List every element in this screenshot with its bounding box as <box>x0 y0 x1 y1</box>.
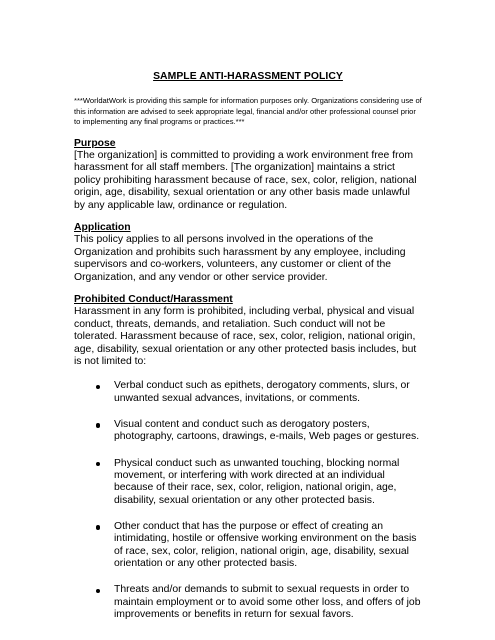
section-body-prohibited-conduct: Harassment in any form is prohibited, including verbal, physical and visual conduct, threats, demands, and retaliation. Such conduct will not be tolerated. Harassment because of race, sex, color, religion, national origin, age, disability, sexual orientation or any other protected basis includes, but is not limited to: <box>74 306 417 367</box>
section-purpose <box>74 138 422 212</box>
disclaimer-text: ***WorldatWork is providing this sample for information purposes only. Organizations considering use of this information are advised to seek appropriate legal, financial and/or other professional counsel prior to implementing any final programs or practices.*** <box>74 96 422 126</box>
bullet-icon <box>96 525 100 529</box>
section-prohibited-conduct <box>74 294 422 622</box>
list-item <box>74 584 422 621</box>
section-body-application: This policy applies to all persons involved in the operations of the Organization and prohibits such harassment by any employee, including supervisors and co-workers, volunteers, any customer or client of the Organization, and any vendor or other service provider. <box>74 234 406 283</box>
document-title: SAMPLE ANTI-HARASSMENT POLICY <box>153 71 343 82</box>
list-item <box>74 458 422 508</box>
prohibited-conduct-list <box>74 380 422 621</box>
list-item-text: Other conduct that has the purpose or effect of creating an intimidating, hostile or offensive working environment on the basis of race, sex, color, religion, national origin, age, disability, sexual orientation or any other protected basis. <box>114 521 417 570</box>
list-item <box>74 419 422 444</box>
section-heading-prohibited-conduct: Prohibited Conduct/Harassment <box>74 293 233 305</box>
section-body-purpose: [The organization] is committed to providing a work environment free from harassment for all staff members. [The organization] maintains a strict policy prohibiting harassment because of race, sex, color, religion, national origin, age, disability, sexual orientation or any other basis made unlawful by any applicable law, ordinance or regulation. <box>74 149 417 211</box>
section-heading-purpose: Purpose <box>74 137 116 149</box>
bullet-icon <box>96 589 100 593</box>
bullet-icon <box>96 423 100 427</box>
bullet-icon <box>96 385 100 389</box>
list-item-text: Physical conduct such as unwanted touching, blocking normal movement, or interfering with work directed at an individual because of their race, sex, color, religion, national origin, age, disability, sexual orientation or any other protected basis. <box>114 457 400 506</box>
bullet-icon <box>96 462 100 466</box>
list-item-text: Verbal conduct such as epithets, derogatory comments, slurs, or unwanted sexual advances, invitations, or comments. <box>114 380 410 404</box>
list-item <box>74 521 422 571</box>
list-item-text: Threats and/or demands to submit to sexual requests in order to maintain employment or to avoid some other loss, and offers of job improvements or benefits in return for sexual favors. <box>114 584 421 621</box>
list-item <box>74 380 422 405</box>
section-application <box>74 222 422 284</box>
list-item-text: Visual content and conduct such as derogatory posters, photography, cartoons, drawings, e-mails, Web pages or gestures. <box>114 419 420 443</box>
section-heading-application: Application <box>74 221 131 233</box>
